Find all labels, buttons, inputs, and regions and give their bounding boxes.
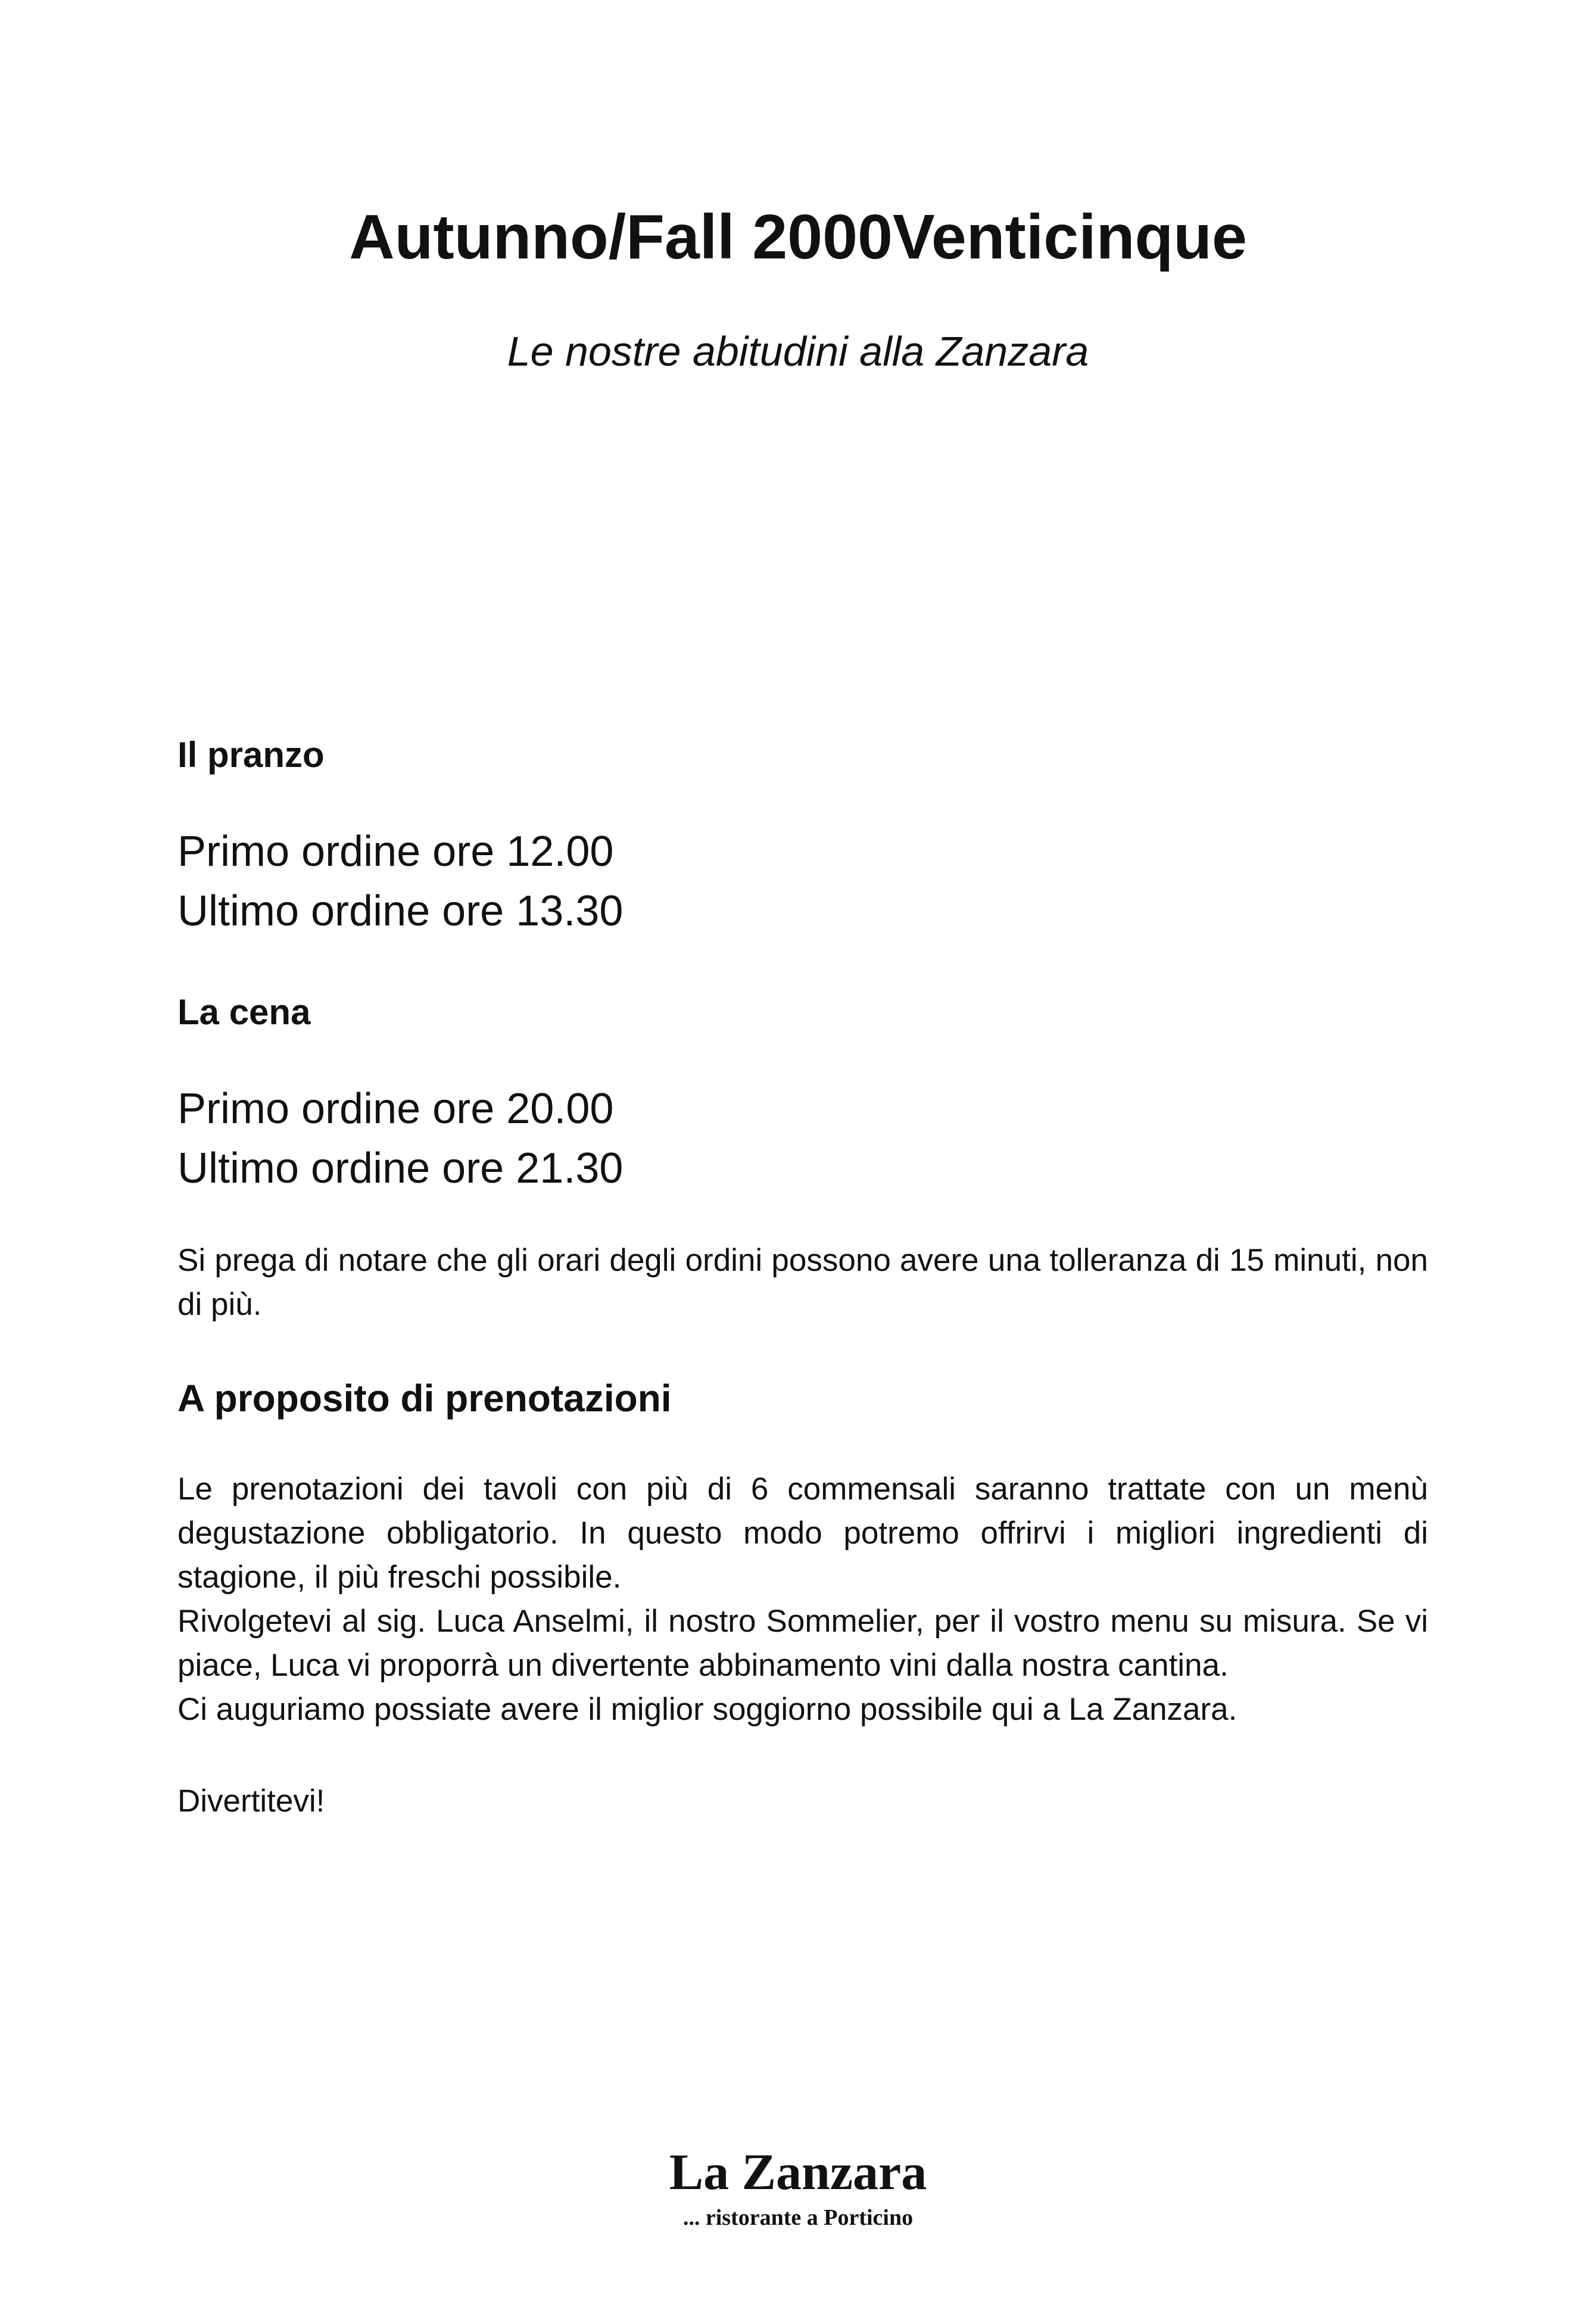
dinner-last-order: Ultimo ordine ore 21.30 bbox=[177, 1145, 624, 1192]
footer-brand-logo: La Zanzara bbox=[669, 2143, 927, 2200]
tolerance-note bbox=[177, 1239, 1428, 1327]
reservations-heading: A proposito di prenotazioni bbox=[177, 1377, 672, 1420]
dinner-heading: La cena bbox=[177, 992, 311, 1032]
reservations-paragraph-3: Ci auguriamo possiate avere il miglior soggiorno possibile qui a La Zanzara. bbox=[177, 1692, 1237, 1727]
footer-tagline: ... ristorante a Porticino bbox=[682, 2205, 914, 2230]
dinner-hours bbox=[177, 1079, 623, 1198]
page-subtitle: Le nostre abitudini alla Zanzara bbox=[507, 328, 1089, 375]
closing-text: Divertitevi! bbox=[177, 1784, 325, 1819]
lunch-first-order: Primo ordine ore 12.00 bbox=[177, 828, 614, 875]
reservations-body bbox=[177, 1467, 1428, 1732]
lunch-last-order: Ultimo ordine ore 13.30 bbox=[177, 887, 624, 935]
reservations-paragraph-2: Rivolgetevi al sig. Luca Anselmi, il nostro Sommelier, per il vostro menu su misura. Se vi piace, Luca vi proporrà un divertente abbinamento vini dalla nostra cantina. bbox=[177, 1604, 1428, 1683]
dinner-first-order: Primo ordine ore 20.00 bbox=[177, 1085, 614, 1133]
lunch-heading: Il pranzo bbox=[177, 735, 325, 775]
closing bbox=[177, 1779, 1428, 1823]
page-title: Autunno/Fall 2000Venticinque bbox=[349, 202, 1247, 272]
lunch-hours bbox=[177, 822, 623, 941]
reservations-paragraph-1: Le prenotazioni dei tavoli con più di 6 commensali saranno trattate con un menù degustazione obbligatorio. In questo modo potremo offrirvi i migliori ingredienti di stagione, il più freschi possibile. bbox=[177, 1471, 1428, 1595]
tolerance-note-text: Si prega di notare che gli orari degli ordini possono avere una tolleranza di 15 minuti, non di più. bbox=[177, 1243, 1428, 1322]
